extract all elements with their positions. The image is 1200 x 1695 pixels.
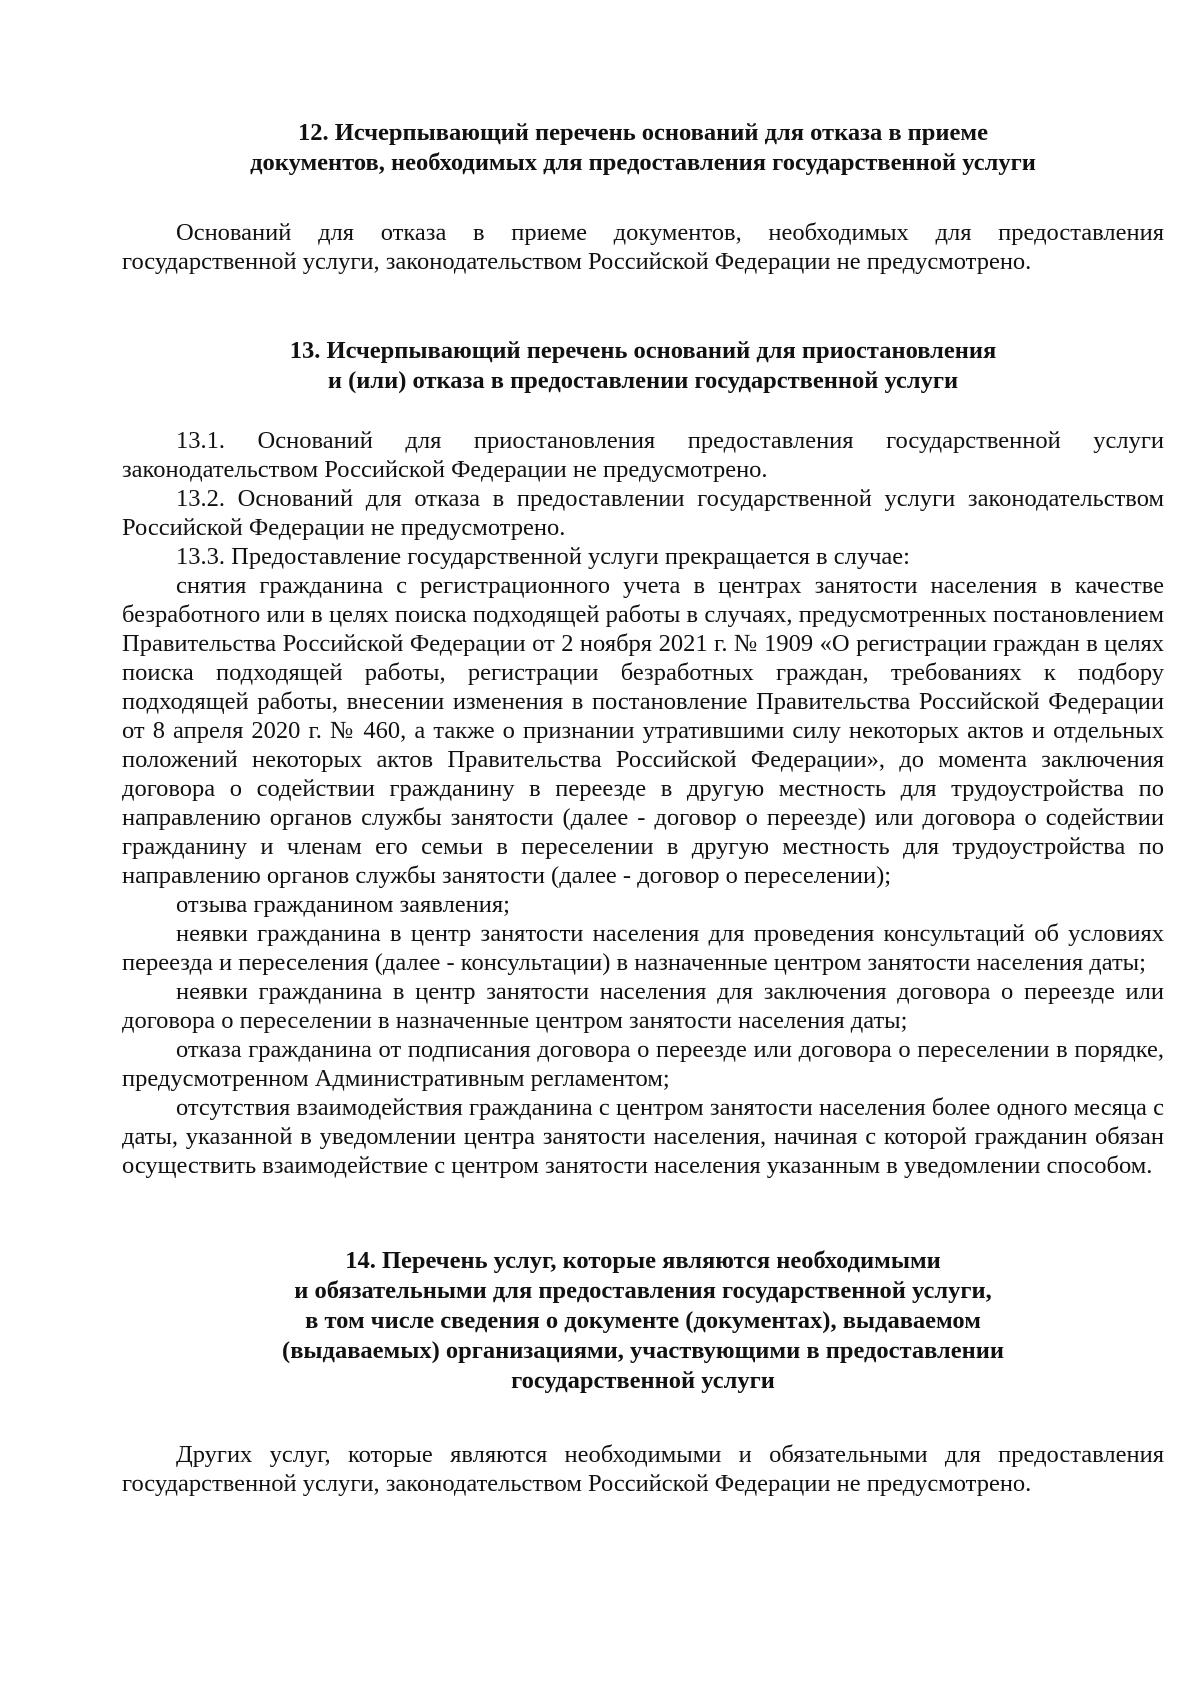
heading-line: 12. Исчерпывающий перечень оснований для отказа в приеме	[298, 119, 988, 146]
paragraph-13-1: 13.1. Оснований для приостановления предоставления государственной услуги законодательством Российской Федерации не предусмотрено.	[122, 427, 1164, 483]
list-item: неявки гражданина в центр занятости населения для проведения консультаций об условиях переезда и переселения (далее - консультации) в назначенные центром занятости населения даты;	[122, 920, 1164, 976]
document-page	[122, 118, 1164, 1498]
paragraph: Других услуг, которые являются необходимыми и обязательными для предоставления государственной услуги, законодательством Российской Федерации не предусмотрено.	[122, 1441, 1164, 1497]
list-item: отсутствия взаимодействия гражданина с центром занятости населения более одного месяца с даты, указанной в уведомлении центра занятости населения, начиная с которой гражданин обязан осуществить взаимодействие с центром занятости населения указанным в уведомлении способом.	[122, 1094, 1164, 1179]
section-12-body	[122, 218, 1164, 276]
list-item: снятия гражданина с регистрационного учета в центрах занятости населения в качестве безработного или в целях поиска подходящей работы в случаях, предусмотренных постановлением Правительства Российской Федерации от 2 ноября 2021 г. № 1909 «О регистрации граждан в целях поиска подходящей работы, регистрации безработных граждан, требованиях к подбору подходящей работы, внесении изменения в постановление Правительства Российской Федерации от 8 апреля 2020 г. № 460, а также о признании утратившими силу некоторых актов и отдельных положений некоторых актов Правительства Российской Федерации», до момента заключения договора о содействии гражданину в переезде в другую местность для трудоустройства по направлению органов службы занятости (далее - договор о переезде) или договора о содействии гражданину и членам его семьи в переселении в другую местность для трудоустройства по направлению органов службы занятости (далее - договор о переселении);	[122, 572, 1164, 889]
heading-line: государственной услуги	[511, 1367, 775, 1394]
section-13-heading	[122, 336, 1164, 396]
heading-line: и (или) отказа в предоставлении государственной услуги	[327, 367, 959, 394]
paragraph-13-2: 13.2. Оснований для отказа в предоставлении государственной услуги законодательством Российской Федерации не предусмотрено.	[122, 485, 1164, 541]
list-item: неявки гражданина в центр занятости населения для заключения договора о переезде или договора о переселении в назначенные центром занятости населения даты;	[122, 978, 1164, 1034]
paragraph: Оснований для отказа в приеме документов, необходимых для предоставления государственной услуги, законодательством Российской Федерации не предусмотрено.	[122, 219, 1164, 275]
section-13-body	[122, 426, 1164, 1180]
heading-line: 14. Перечень услуг, которые являются необходимыми	[345, 1247, 941, 1274]
list-item: отзыва гражданином заявления;	[176, 891, 510, 918]
section-14-heading	[122, 1246, 1164, 1396]
heading-line: 13. Исчерпывающий перечень оснований для приостановления	[289, 337, 997, 364]
section-14-body	[122, 1440, 1164, 1498]
heading-line: документов, необходимых для предоставления государственной услуги	[250, 149, 1036, 176]
list-item: отказа гражданина от подписания договора о переезде или договора о переселении в порядке, предусмотренном Административным регламентом;	[122, 1036, 1164, 1092]
heading-line: в том числе сведения о документе (документах), выдаваемом	[305, 1307, 981, 1334]
heading-line: и обязательными для предоставления государственной услуги,	[294, 1277, 992, 1304]
paragraph-13-3: 13.3. Предоставление государственной услуги прекращается в случае:	[176, 543, 910, 570]
heading-line: (выдаваемых) организациями, участвующими в предоставлении	[282, 1337, 1004, 1364]
section-12-heading	[122, 118, 1164, 178]
